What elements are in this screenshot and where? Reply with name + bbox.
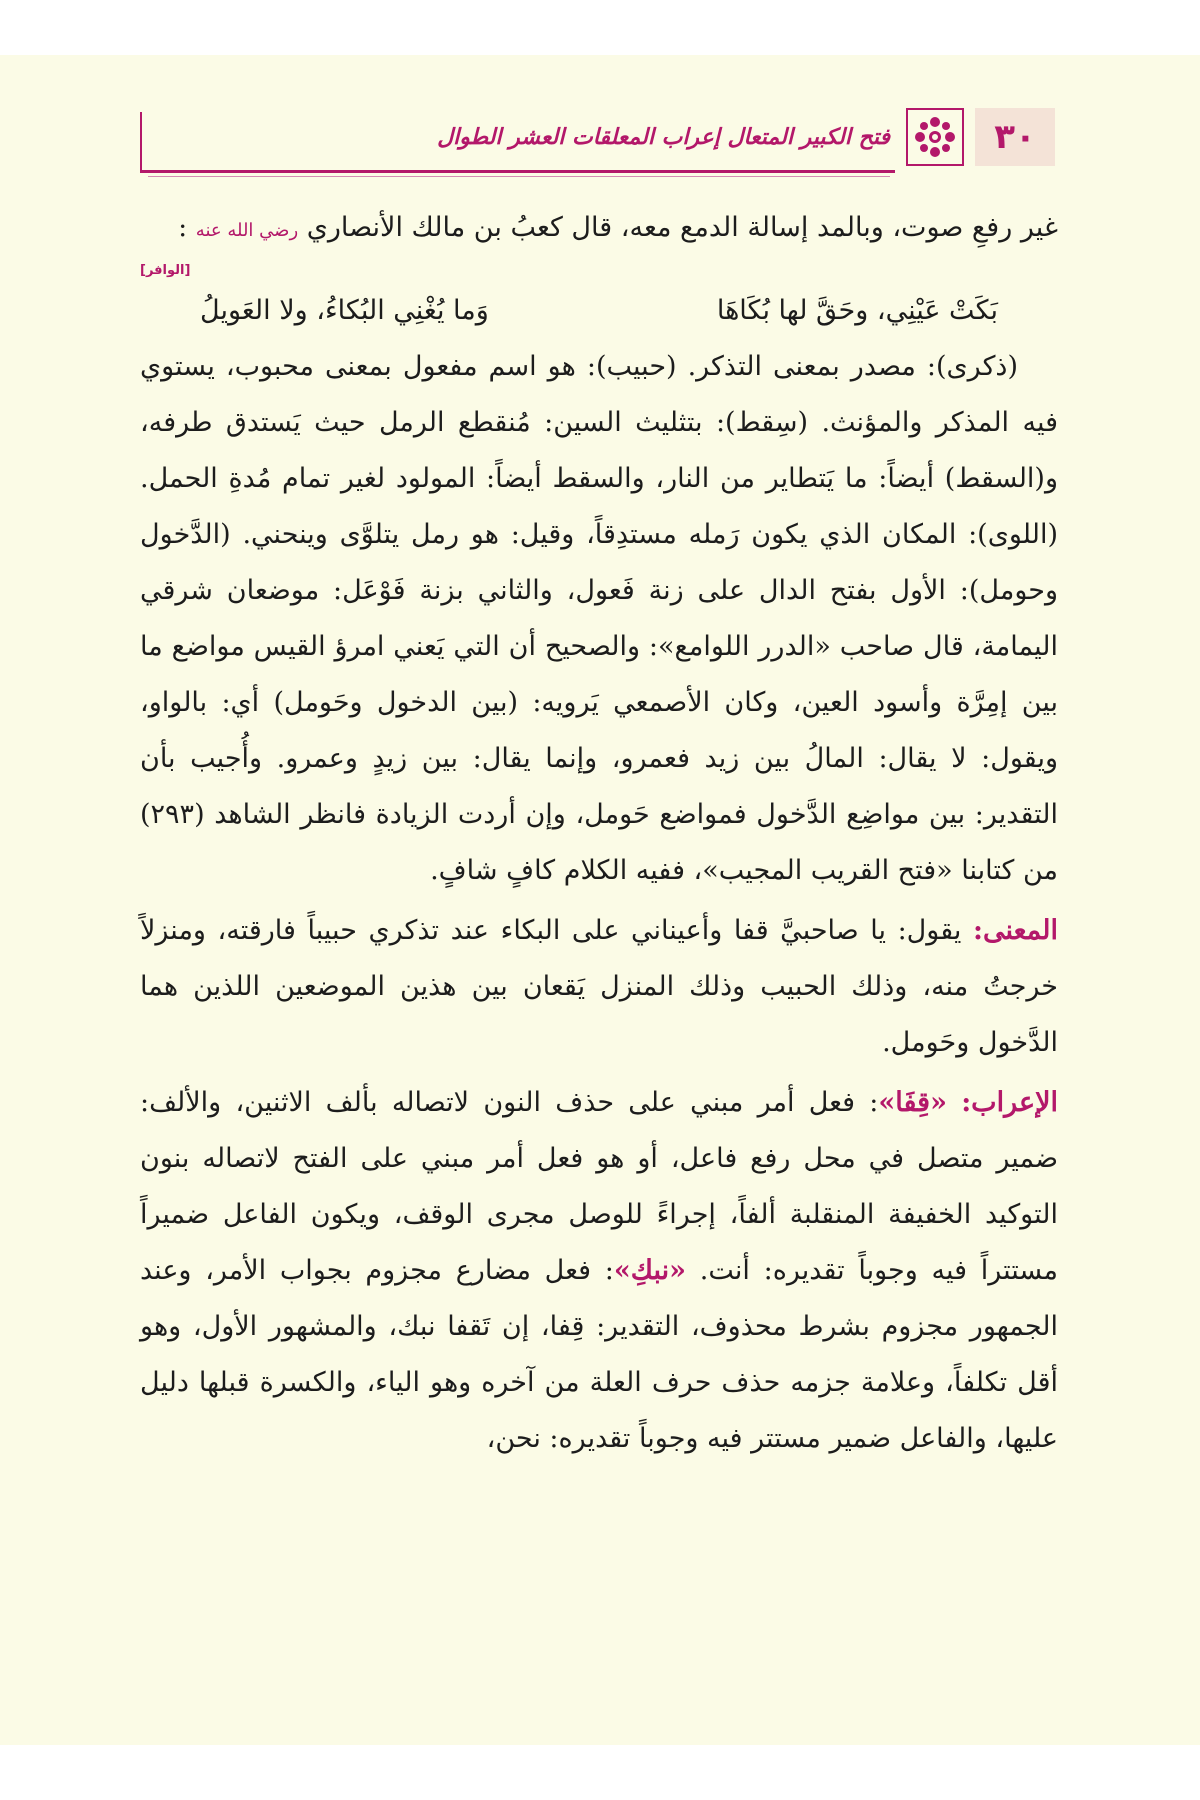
vocabulary-paragraph: (ذكرى): مصدر بمعنى التذكر. (حبيب): هو اسم مفعول بمعنى محبوب، يستوي فيه المذكر والمؤنث. (سِقط): بتثليث السين: مُنقطع الرمل حيث يَستدق طرفه، و(السقط) أيضاً: ما يَتطاير من النار، والسقط أيضاً: المولود لغير تمام مُدةِ الحمل. (اللوى): المكان الذي يكون رَمله مستدِقاً، وقيل: هو رمل يتلوَّى وينحني. (الدَّخول وحومل): الأول بفتح الدال على زنة فَعول، والثاني بزنة فَوْعَل: موضعان شرقي اليمامة، قال صاحب «الدرر اللوامع»: والصحيح أن التي يَعني امرؤ القيس مواضع ما بين إمِرَّة وأسود العين، وكان الأصمعي يَرويه: (بين الدخول وحَومل) أي: بالواو، ويقول: لا يقال: المالُ بين زيد فعمرو، وإنما يقال: بين زيدٍ وعمرو. وأُجيب بأن التقدير: بين مواضِع الدَّخول فمواضع حَومل، وإن أردت الزيادة فانظر الشاهد (٢٩٣) من كتابنا «فتح القريب المجيب»، ففيه الكلام كافٍ شافٍ.: [140, 351, 1058, 886]
parsing-text-2: : فعل مضارع مجزوم بجواب الأمر، وعند الجمهور مجزوم بشرط محذوف، التقدير: قِفا، إن تَقفا نبك، والمشهور الأول، وهو أقل تكلفاً، وعلامة جزمه حذف حرف العلة من آخره وهو الياء، والكسرة قبلها دليل عليها، والفاعل ضمير مستتر فيه وجوباً تقديره: نحن،: [140, 1255, 1058, 1454]
meaning-text: يقول: يا صاحبيَّ قفا وأعيناني على البكاء عند تذكري حبيباً فارقته، ومنزلاً خرجتُ منه، وذلك الحبيب وذلك المنزل يَقعان بين هذين الموضعين اللذين هما الدَّخول وحَومل.: [140, 915, 1058, 1058]
meaning-paragraph: [140, 903, 1058, 1071]
header-rule-end: [140, 112, 142, 170]
page-content: [140, 200, 1058, 1467]
parsed-word-nabki: «نبكِ»: [613, 1255, 687, 1286]
parsing-text-1: : فعل أمر مبني على حذف النون لاتصاله بألف الاثنين، والألف: ضمير متصل في محل رفع فاعل، أو هو فعل أمر مبني على الفتح لاتصاله بنون التوكيد الخفيفة المنقلبة ألفاً، إجراءً للوصل مجرى الوقف، ويكون الفاعل ضميراً مستتراً فيه وجوباً تقديره: أنت.: [140, 1087, 1058, 1286]
meter-label: [الوافر]: [140, 263, 191, 278]
header-rule-thin: [148, 176, 890, 177]
poetry-verse: [140, 283, 1058, 339]
intro-text: غير رفعِ صوت، وبالمد إسالة الدمع معه، قال كعبُ بن مالك الأنصاري: [306, 212, 1058, 243]
verse-first-hemistich: بَكَتْ عَيْنِي، وحَقَّ لها بُكَاهَا: [716, 295, 998, 326]
meaning-label: المعنى:: [973, 915, 1058, 946]
parsing-label: الإعراب:: [961, 1087, 1058, 1118]
intro-line: [140, 200, 1058, 259]
honorific-mark: رضي الله عنه: [195, 220, 299, 241]
parsing-paragraph: [140, 1075, 1058, 1467]
intro-colon: :: [178, 212, 188, 243]
page-number: ٣٠: [975, 108, 1055, 166]
header-rule: [140, 170, 895, 173]
flower-ornament-icon: [906, 108, 964, 166]
book-title: فتح الكبير المتعال إعراب المعلقات العشر الطوال: [437, 124, 890, 150]
verse-second-hemistich: وَما يُغْنِي البُكاءُ، ولا العَويلُ: [200, 295, 489, 326]
parsed-word-qifa: «قِفَا»: [878, 1087, 947, 1118]
